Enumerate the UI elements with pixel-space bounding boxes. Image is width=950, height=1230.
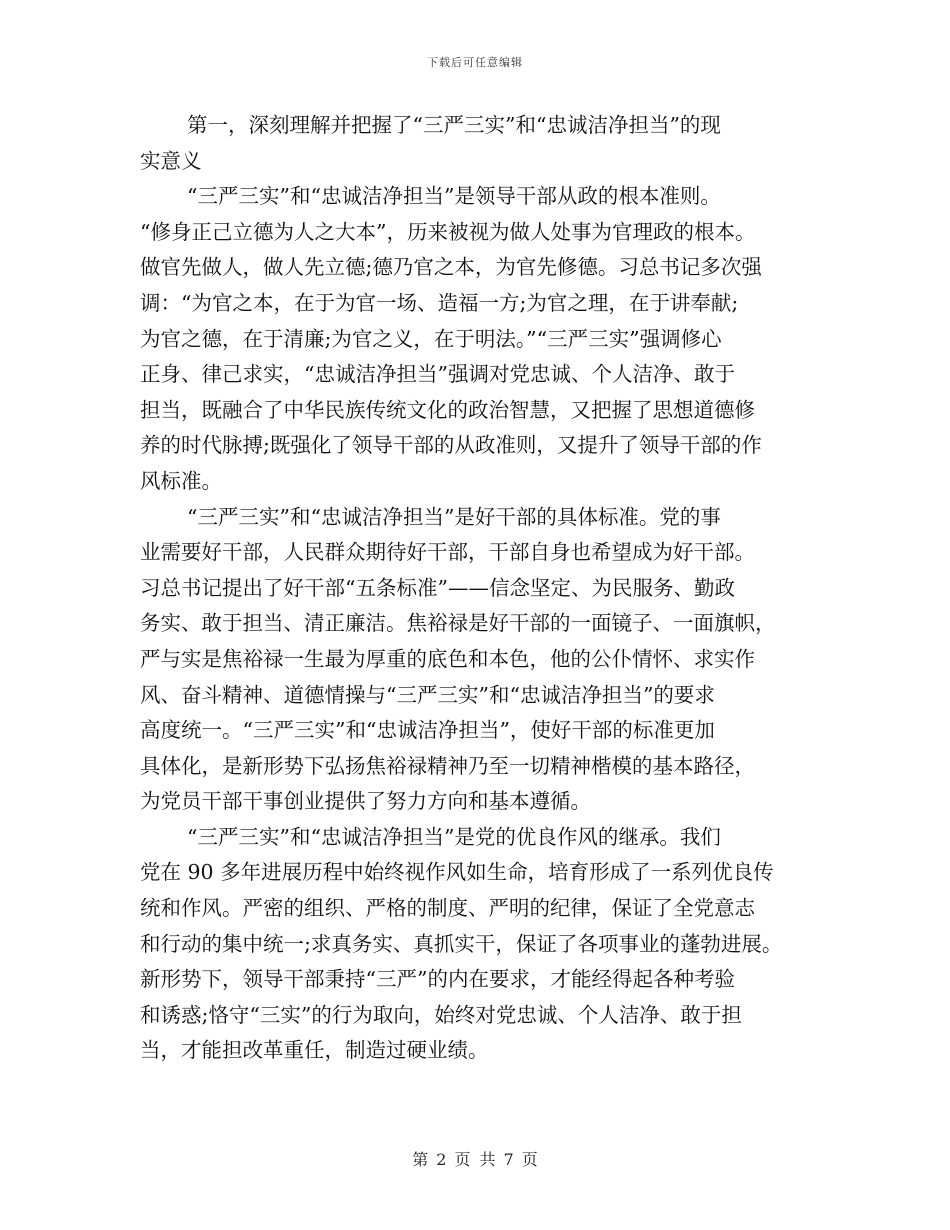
text-line: 实意义 xyxy=(140,148,202,173)
text-line: 担当，既融合了中华民族传统文化的政治智慧，又把握了思想道德修 xyxy=(140,397,755,422)
text-line: 风标准。 xyxy=(140,468,222,493)
text-line: 高度统一。“三严三实”和“忠诚洁净担当”，使好干部的标准更加 xyxy=(140,718,715,743)
footer-total-pages: 7 xyxy=(503,1150,514,1169)
text-line: 养的时代脉搏;既强化了领导干部的从政准则，又提升了领导干部的作 xyxy=(140,433,762,458)
text-line: 务实、敢于担当、清正廉洁。焦裕禄是好干部的一面镜子、一面旗帜， xyxy=(140,611,776,636)
text-line: 习总书记提出了好干部“五条标准”——信念坚定、为民服务、勤政 xyxy=(140,575,735,600)
text-line: “三严三实”和“忠诚洁净担当”是好干部的具体标准。党的事 xyxy=(187,504,721,529)
text-line: “三严三实”和“忠诚洁净担当”是党的优良作风的继承。我们 xyxy=(187,824,721,849)
text-line: 为官之德，在于清廉;为官之义，在于明法。”“三严三实”强调修心 xyxy=(140,326,722,351)
text-line: 和诱惑;恪守“三实”的行为取向，始终对党忠诚、个人洁净、敢于担 xyxy=(140,1002,742,1027)
page-header: 下载后可任意编辑 xyxy=(427,56,523,69)
text-line: 统和作风。严密的组织、严格的制度、严明的纪律，保证了全党意志 xyxy=(140,896,755,921)
text-line: 正身、律己求实，“忠诚洁净担当”强调对党忠诚、个人洁净、敢于 xyxy=(140,362,735,387)
document-body xyxy=(140,108,830,1069)
text-line: 党在 90 多年进展历程中始终视作风如生命，培育形成了一系列优良传 xyxy=(140,860,774,885)
text-line: “三严三实”和“忠诚洁净担当”是领导干部从政的根本准则。 xyxy=(187,184,721,209)
footer-suffix: 页 xyxy=(521,1150,538,1169)
footer-page-number: 2 xyxy=(436,1150,447,1169)
text-line: 为党员干部干事创业提供了努力方向和基本遵循。 xyxy=(140,789,591,814)
footer-prefix: 第 xyxy=(412,1150,429,1169)
text-line: 业需要好干部，人民群众期待好干部，干部自身也希望成为好干部。 xyxy=(140,540,755,565)
text-line: 第一，深刻理解并把握了“三严三实”和“忠诚洁净担当”的现 xyxy=(187,113,721,137)
page-footer xyxy=(0,1147,950,1170)
text-line: 当，才能担改革重任，制造过硬业绩。 xyxy=(140,1038,489,1063)
text-line: 风、奋斗精神、道德情操与“三严三实”和“忠诚洁净担当”的要求 xyxy=(140,682,715,707)
text-line: 做官先做人，做人先立德;德乃官之本，为官先修德。习总书记多次强 xyxy=(140,255,762,280)
text-line: 严与实是焦裕禄一生最为厚重的底色和本色，他的公仆情怀、求实作 xyxy=(140,646,755,671)
text-line: 和行动的集中统一;求真务实、真抓实干，保证了各项事业的蓬勃进展。 xyxy=(140,931,783,956)
text-line: 调：“为官之本，在于为官一场、造福一方;为官之理，在于讲奉献; xyxy=(140,290,739,315)
text-line: 具体化，是新形势下弘扬焦裕禄精神乃至一切精神楷模的基本路径， xyxy=(140,753,755,778)
footer-middle: 页 共 xyxy=(454,1150,496,1169)
text-line: “修身正己立德为人之大本”，历来被视为做人处事为官理政的根本。 xyxy=(140,219,756,244)
text-line: 新形势下，领导干部秉持“三严”的内在要求，才能经得起各种考验 xyxy=(140,967,735,992)
